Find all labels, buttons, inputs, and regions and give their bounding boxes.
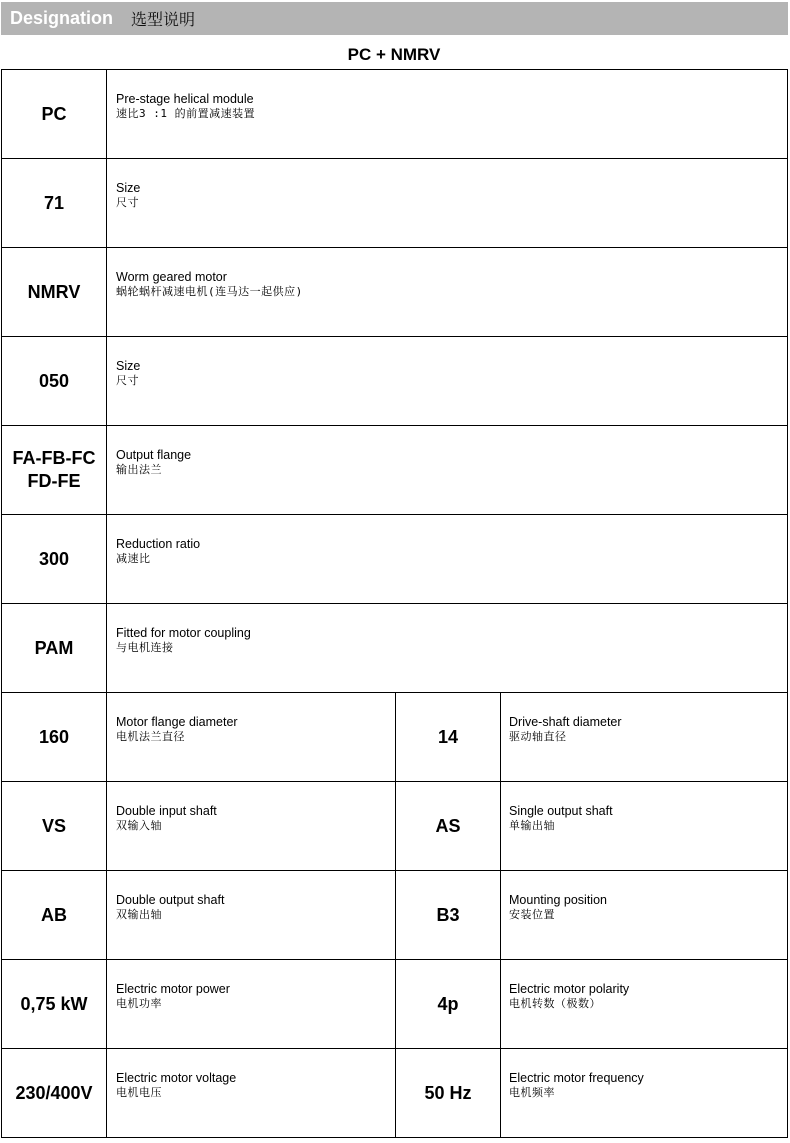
code-value: B3 — [436, 904, 460, 925]
code-cell — [2, 337, 107, 426]
table-row-pc — [2, 70, 788, 159]
description-cn: 减速比 — [116, 552, 151, 565]
description-cn: 安装位置 — [509, 908, 555, 921]
table-row-voltage-frequency — [2, 1049, 788, 1138]
description-en: Electric motor power — [116, 982, 230, 996]
description-cell — [107, 70, 788, 159]
description-cell-left — [107, 960, 396, 1049]
table-row-output-flange — [2, 426, 788, 515]
description-cell-right — [501, 871, 788, 960]
header-title-cn: 选型说明 — [131, 10, 196, 29]
code-value-line-2: FD-FE — [27, 471, 81, 491]
description-en: Double output shaft — [116, 893, 225, 907]
table-row-power-polarity — [2, 960, 788, 1049]
table-row-nmrv — [2, 248, 788, 337]
designation-table — [1, 69, 788, 1138]
table-row-ratio — [2, 515, 788, 604]
description-cn: 蜗轮蜗杆减速电机(连马达一起供应) — [116, 285, 303, 298]
description-cell-left — [107, 871, 396, 960]
description-cn: 电机频率 — [509, 1086, 555, 1099]
header-bar — [1, 2, 788, 35]
description-cell-left — [107, 782, 396, 871]
description-cn: 电机功率 — [116, 997, 162, 1010]
table-row-output-mounting — [2, 871, 788, 960]
table-row-shafts — [2, 782, 788, 871]
description-cn: 单输出轴 — [509, 819, 555, 832]
code-value: 4p — [437, 993, 459, 1014]
description-en: Pre-stage helical module — [116, 92, 254, 106]
description-cn: 输出法兰 — [116, 463, 162, 476]
code-value: 050 — [38, 370, 70, 391]
description-cell — [107, 604, 788, 693]
description-cn: 电机转数（极数） — [509, 997, 601, 1010]
description-en: Fitted for motor coupling — [116, 626, 251, 640]
code-value: 160 — [38, 726, 70, 747]
description-en: Double input shaft — [116, 804, 217, 818]
code-cell-right — [396, 871, 501, 960]
description-en: Single output shaft — [509, 804, 613, 818]
code-value: PC — [41, 103, 67, 124]
description-cell — [107, 248, 788, 337]
description-cn: 与电机连接 — [116, 641, 174, 654]
description-cell — [107, 159, 788, 248]
description-cn: 电机电压 — [116, 1086, 162, 1099]
code-cell-left — [2, 782, 107, 871]
code-cell-left — [2, 1049, 107, 1138]
description-en: Motor flange diameter — [116, 715, 238, 729]
code-value: PAM — [34, 637, 74, 658]
code-value: 230/400V — [15, 1082, 93, 1103]
table-row-flange-diameter — [2, 693, 788, 782]
description-cn: 尺寸 — [116, 196, 139, 209]
code-cell-right — [396, 960, 501, 1049]
code-value: 71 — [43, 192, 65, 213]
code-cell — [2, 70, 107, 159]
description-en: Electric motor voltage — [116, 1071, 237, 1085]
code-value: 300 — [38, 548, 70, 569]
code-cell — [2, 159, 107, 248]
description-cell — [107, 426, 788, 515]
description-cell-right — [501, 782, 788, 871]
description-cell-right — [501, 693, 788, 782]
table-row-pam — [2, 604, 788, 693]
code-cell-right — [396, 693, 501, 782]
description-en: Mounting position — [509, 893, 607, 907]
page-title: PC + NMRV — [347, 45, 441, 64]
code-cell-left — [2, 960, 107, 1049]
description-cell-left — [107, 1049, 396, 1138]
description-en: Size — [116, 181, 141, 195]
description-cell — [107, 337, 788, 426]
code-cell-right — [396, 1049, 501, 1138]
code-cell-right — [396, 782, 501, 871]
table-row-size-050 — [2, 337, 788, 426]
description-cn: 电机法兰直径 — [116, 730, 185, 743]
description-cell-left — [107, 693, 396, 782]
code-cell-left — [2, 871, 107, 960]
code-cell-left — [2, 693, 107, 782]
code-value: 50 Hz — [424, 1082, 472, 1103]
description-en: Electric motor polarity — [509, 982, 630, 996]
code-value: NMRV — [27, 281, 81, 302]
description-en: Output flange — [116, 448, 192, 462]
code-cell — [2, 604, 107, 693]
header-title-en: Designation — [10, 8, 114, 28]
description-en: Electric motor frequency — [509, 1071, 644, 1085]
description-cell-right — [501, 960, 788, 1049]
code-value: VS — [41, 815, 66, 836]
code-value: 0,75 kW — [20, 993, 88, 1014]
description-cn: 速比3 :1 的前置减速装置 — [116, 107, 256, 120]
code-value: AB — [41, 904, 67, 925]
description-en: Reduction ratio — [116, 537, 201, 551]
code-cell — [2, 515, 107, 604]
code-cell — [2, 248, 107, 337]
description-cell — [107, 515, 788, 604]
description-cell-right — [501, 1049, 788, 1138]
description-cn: 尺寸 — [116, 374, 139, 387]
code-value-line-1: FA-FB-FC — [12, 448, 96, 468]
description-en: Size — [116, 359, 141, 373]
code-cell — [2, 426, 107, 515]
description-en: Drive-shaft diameter — [509, 715, 622, 729]
description-cn: 双输入轴 — [116, 819, 162, 832]
table-row-size-71 — [2, 159, 788, 248]
description-cn: 双输出轴 — [116, 908, 162, 921]
description-cn: 驱动轴直径 — [509, 730, 567, 743]
description-en: Worm geared motor — [116, 270, 227, 284]
code-value: AS — [435, 815, 461, 836]
code-value: 14 — [437, 726, 459, 747]
